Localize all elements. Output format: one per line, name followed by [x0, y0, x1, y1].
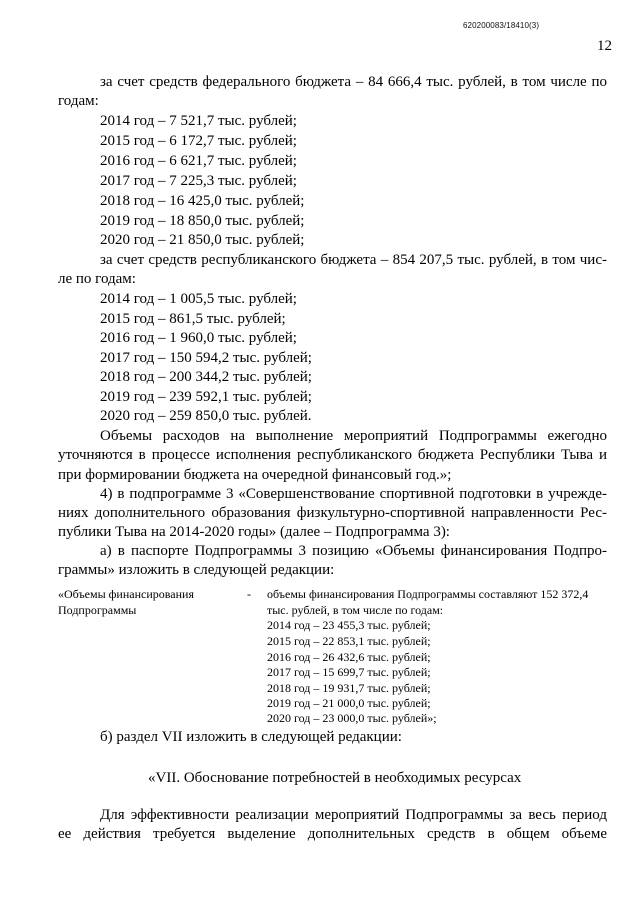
federal-year-line: 2016 год – 6 621,7 тыс. рублей; — [100, 153, 297, 169]
passport-paragraph-line: граммы» изложить в следующей редакции: — [58, 562, 335, 578]
table-year-line: 2017 год – 15 699,7 тыс. рублей; — [267, 665, 431, 679]
republic-budget-line-cont: ле по годам: — [58, 271, 136, 287]
federal-year-line: 2015 год – 6 172,7 тыс. рублей; — [100, 133, 297, 149]
table-year-line: 2019 год – 21 000,0 тыс. рублей; — [267, 696, 431, 710]
table-left-label: Подпрограммы — [58, 603, 137, 617]
republic-year-line: 2016 год – 1 960,0 тыс. рублей; — [100, 330, 297, 346]
federal-year-line: 2020 год – 21 850,0 тыс. рублей; — [100, 232, 305, 248]
table-year-line: 2014 год – 23 455,3 тыс. рублей; — [267, 618, 431, 632]
republic-year-line: 2018 год – 200 344,2 тыс. рублей; — [100, 369, 312, 385]
table-right-text: объемы финансирования Подпрограммы составляют 152 372,4 — [267, 587, 589, 601]
final-paragraph-line: ее действия требуется выделение дополнительных средств в общем объеме — [58, 826, 607, 842]
passport-paragraph-line: а) в паспорте Подпрограммы 3 позицию «Объемы финансирования Подпро- — [100, 543, 607, 559]
federal-year-line: 2017 год – 7 225,3 тыс. рублей; — [100, 173, 297, 189]
table-year-line: 2015 год – 22 853,1 тыс. рублей; — [267, 634, 431, 648]
table-dash: - — [247, 587, 251, 601]
section-b-paragraph: б) раздел VII изложить в следующей редакции: — [100, 729, 402, 745]
republic-year-line: 2014 год – 1 005,5 тыс. рублей; — [100, 291, 297, 307]
table-left-label: «Объемы финансирования — [58, 587, 194, 601]
expenses-paragraph-line: уточняются в процессе исполнения республиканского бюджета Республики Тыва и — [58, 447, 607, 463]
federal-budget-line-cont: годам: — [58, 93, 99, 109]
page-number: 12 — [597, 38, 612, 54]
republic-year-line: 2015 год – 861,5 тыс. рублей; — [100, 311, 286, 327]
federal-year-line: 2018 год – 16 425,0 тыс. рублей; — [100, 193, 305, 209]
final-paragraph-line: Для эффективности реализации мероприятий Подпрограммы за весь период — [100, 807, 607, 823]
table-year-line: 2018 год – 19 931,7 тыс. рублей; — [267, 681, 431, 695]
republic-year-line: 2019 год – 239 592,1 тыс. рублей; — [100, 389, 312, 405]
republic-year-line: 2020 год – 259 850,0 тыс. рублей. — [100, 408, 312, 424]
section-heading: «VII. Обоснование потребностей в необходимых ресурсах — [148, 770, 522, 786]
federal-budget-line: за счет средств федерального бюджета – 84 666,4 тыс. рублей, в том числе по — [100, 74, 607, 90]
expenses-paragraph-line: при формировании бюджета на очередной финансовый год.»; — [58, 467, 452, 483]
republic-budget-line: за счет средств республиканского бюджета – 854 207,5 тыс. рублей, в том чис- — [100, 252, 607, 268]
document-code: 620200083/18410(3) — [463, 21, 540, 30]
subprogram3-paragraph-line: ниях дополнительного образования физкультурно-спортивной направленности Рес- — [58, 505, 607, 521]
subprogram3-paragraph-line: публики Тыва на 2014-2020 годы» (далее – Подпрограмма 3): — [58, 524, 450, 540]
federal-year-line: 2019 год – 18 850,0 тыс. рублей; — [100, 213, 305, 229]
table-year-line: 2016 год – 26 432,6 тыс. рублей; — [267, 650, 431, 664]
subprogram3-paragraph-line: 4) в подпрограмме 3 «Совершенствование спортивной подготовки в учрежде- — [100, 486, 607, 502]
table-year-line: 2020 год – 23 000,0 тыс. рублей»; — [267, 711, 437, 725]
republic-year-line: 2017 год – 150 594,2 тыс. рублей; — [100, 350, 312, 366]
expenses-paragraph-line: Объемы расходов на выполнение мероприятий Подпрограммы ежегодно — [100, 428, 607, 444]
table-right-text: тыс. рублей, в том числе по годам: — [267, 603, 444, 617]
federal-year-line: 2014 год – 7 521,7 тыс. рублей; — [100, 113, 297, 129]
